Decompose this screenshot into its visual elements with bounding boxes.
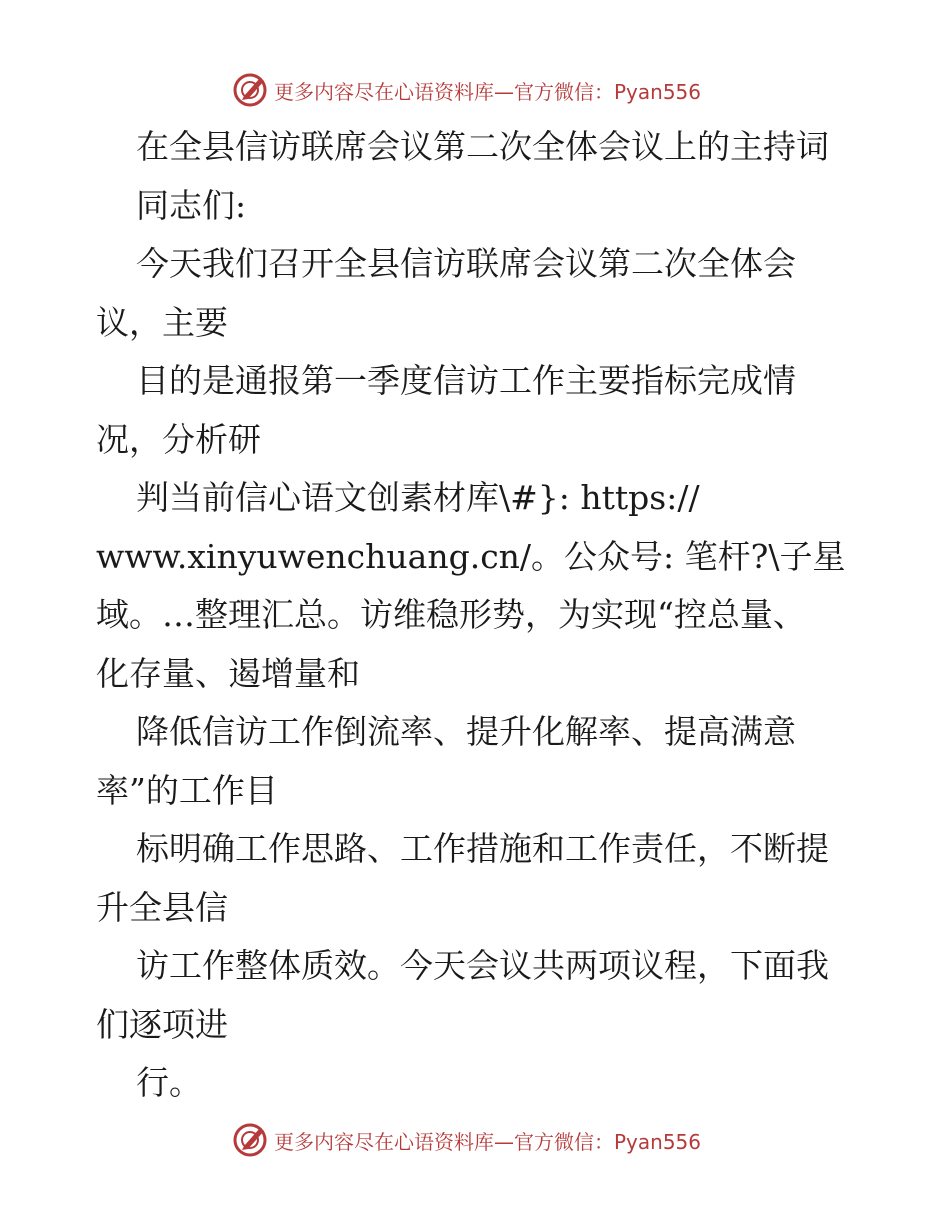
paragraph-line: 议，主要 — [96, 302, 228, 342]
paragraph-line: 行。 — [136, 1063, 202, 1102]
paragraph-line: 率”的工作目 — [96, 770, 278, 810]
document-title: 在全县信访联席会议第二次全体会议上的主持词 — [136, 127, 829, 166]
pen-logo-icon — [230, 70, 270, 110]
paragraph-line: www.xinyuwenchuang.cn/。公众号: 笔杆?\子星 — [96, 536, 846, 576]
document-body — [96, 118, 856, 1113]
pen-logo-icon — [230, 1120, 270, 1160]
paragraph-line: 目的是通报第一季度信访工作主要指标完成情 — [136, 361, 796, 400]
paragraph-line: 访工作整体质效。今天会议共两项议程，下面我 — [136, 946, 829, 985]
paragraph-line: 况，分析研 — [96, 419, 261, 459]
header-banner-text: 更多内容尽在心语资料库—官方微信：Pyan556 — [274, 79, 702, 104]
footer-banner — [230, 1118, 750, 1162]
salutation: 同志们: — [136, 185, 247, 225]
paragraph-line: 化存量、遏增量和 — [96, 653, 360, 693]
paragraph-line: 今天我们召开全县信访联席会议第二次全体会 — [136, 244, 796, 283]
paragraph-line: 升全县信 — [96, 887, 228, 927]
paragraph-line: 降低信访工作倒流率、提升化解率、提高满意 — [136, 712, 796, 751]
header-banner — [230, 68, 750, 112]
footer-banner-text: 更多内容尽在心语资料库—官方微信：Pyan556 — [274, 1129, 702, 1154]
paragraph-line: 判当前信心语文创素材库\#}: https:// — [136, 478, 700, 517]
paragraph-line: 域。…整理汇总。访维稳形势，为实现“控总量、 — [96, 595, 806, 634]
paragraph-line: 标明确工作思路、工作措施和工作责任，不断提 — [136, 829, 829, 868]
paragraph-line: 们逐项进 — [96, 1004, 228, 1044]
